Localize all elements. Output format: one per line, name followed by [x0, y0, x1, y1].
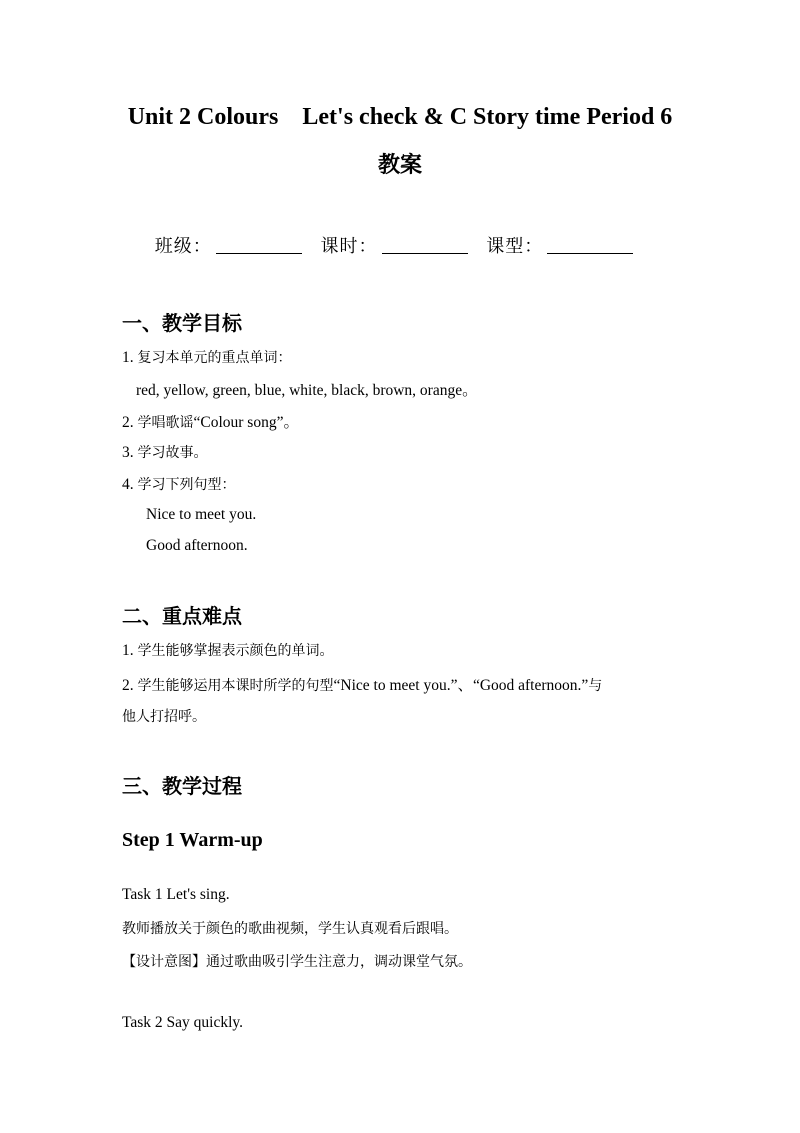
- type-blank: [547, 235, 633, 254]
- task-1-title: Task 1 Let's sing.: [122, 886, 230, 903]
- task-2-title: Task 2 Say quickly.: [122, 1014, 244, 1031]
- key-point-item-1: 1. 学生能够掌握表示颜色的单词。: [122, 642, 334, 659]
- key-point-item-2: 2. 学生能够运用本课时所学的句型“Nice to meet you.”、“Good afternoon.”与: [122, 677, 603, 694]
- task-1-description: 教师播放关于颜色的歌曲视频，学生认真观看后跟唱。: [122, 921, 458, 937]
- period-label: 课时：: [320, 236, 378, 257]
- class-info-line: [0, 232, 800, 258]
- class-blank: [216, 235, 302, 254]
- document-subtitle: 教案: [377, 153, 422, 178]
- period-blank: [382, 235, 468, 254]
- objective-item-1: 1. 复习本单元的重点单词：: [122, 349, 292, 366]
- section-heading-objectives: 一、教学目标: [122, 311, 242, 335]
- task-1-design-intent: 【设计意图】通过歌曲吸引学生注意力，调动课堂气氛。: [122, 954, 472, 970]
- section-heading-process: 三、教学过程: [122, 774, 242, 798]
- document-title: Unit 2 Colours Let's check & C Story time Period 6: [127, 104, 673, 130]
- objective-item-1-words: red, yellow, green, blue, white, black, brown, orange。: [136, 382, 478, 399]
- objective-item-3: 3. 学习故事。: [122, 444, 208, 461]
- objective-item-2: 2. 学唱歌谣“Colour song”。: [122, 414, 299, 431]
- key-point-item-2-cont: 他人打招呼。: [122, 709, 206, 725]
- class-label: 班级：: [154, 236, 212, 257]
- step-1-heading: Step 1 Warm-up: [122, 829, 263, 851]
- objective-item-4: 4. 学习下列句型：: [122, 476, 236, 493]
- sentence-pattern-1: Nice to meet you.: [146, 506, 257, 523]
- type-label: 课型：: [486, 236, 544, 257]
- sentence-pattern-2: Good afternoon.: [146, 537, 248, 554]
- section-heading-key-points: 二、重点难点: [122, 604, 242, 628]
